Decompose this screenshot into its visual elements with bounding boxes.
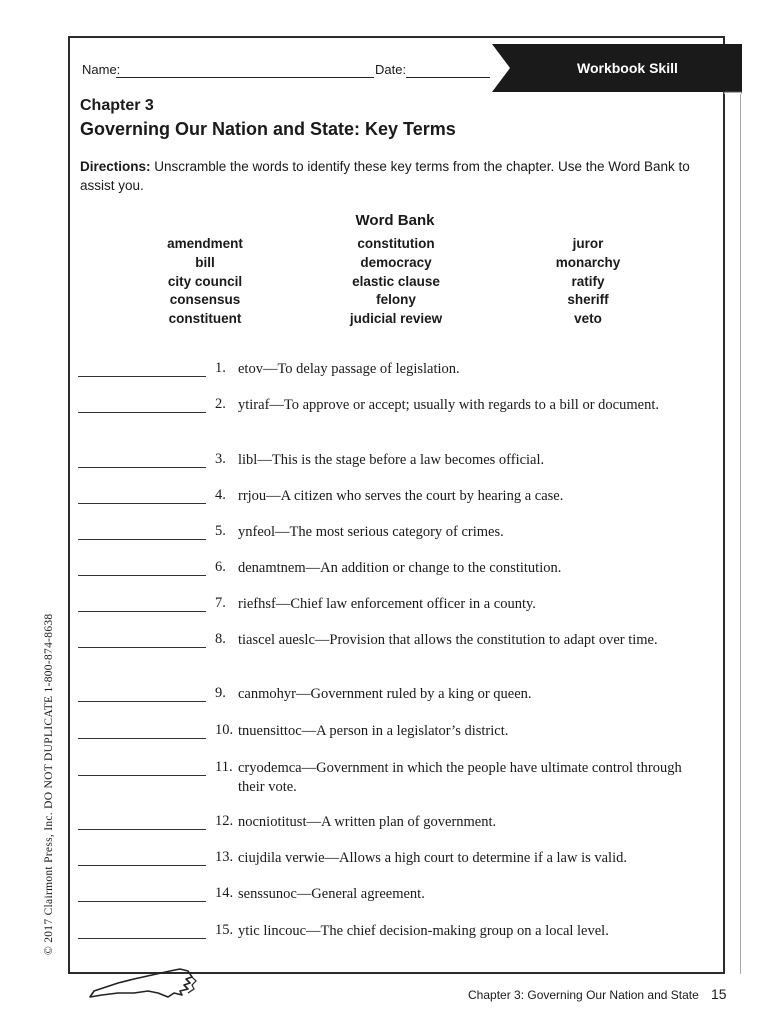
frame-shadow-strip xyxy=(725,44,741,974)
word-bank-term: amendment xyxy=(167,236,243,251)
copyright-notice: © 2017 Clairmont Press, Inc. DO NOT DUPLICATE 1-800-874-8638 xyxy=(43,613,55,955)
question-text: etov—To delay passage of legislation. xyxy=(238,361,460,377)
footer-chapter-text: Chapter 3: Governing Our Nation and State xyxy=(468,988,699,1002)
answer-blank-line xyxy=(78,738,206,739)
answer-blank-line xyxy=(78,575,206,576)
date-label: Date: xyxy=(375,62,407,77)
question-number: 15. xyxy=(215,922,234,938)
question-number: 2. xyxy=(215,396,226,412)
word-bank-term: judicial review xyxy=(349,311,443,327)
page-number: 15 xyxy=(711,986,727,1002)
page-title: Governing Our Nation and State: Key Terms xyxy=(80,119,456,139)
answer-blank-line xyxy=(78,865,206,866)
word-bank-column-1 xyxy=(150,235,260,329)
answer-blank-line xyxy=(78,901,206,902)
question-text: senssunoc—General agreement. xyxy=(238,886,425,902)
word-bank-term: consensus xyxy=(169,292,241,308)
answer-blank-line xyxy=(78,938,206,939)
question-number: 1. xyxy=(215,360,226,376)
word-bank-term: sheriff xyxy=(567,292,609,308)
question-number: 12. xyxy=(215,813,234,829)
word-bank-term: elastic clause xyxy=(352,273,440,289)
question-number: 13. xyxy=(215,849,234,865)
word-bank-column-3 xyxy=(538,235,638,329)
question-text: ytiraf—To approve or accept; usually with regards to a bill or document. xyxy=(238,397,659,413)
question-number: 6. xyxy=(215,559,226,575)
question-number: 11. xyxy=(215,759,233,775)
chapter-label: Chapter 3 xyxy=(80,97,154,114)
question-number: 10. xyxy=(215,722,234,738)
workbook-skill-label: Workbook Skill xyxy=(577,60,678,76)
word-bank-term: monarchy xyxy=(555,254,621,270)
answer-blank-line xyxy=(78,829,206,830)
question-number: 3. xyxy=(215,451,226,467)
directions xyxy=(80,157,690,195)
question-text: nocniotitust—A written plan of government. xyxy=(238,814,497,830)
question-text: ytic lincouc—The chief decision-making group on a local level. xyxy=(238,923,609,939)
question-number: 4. xyxy=(215,487,226,503)
word-bank-term: bill xyxy=(195,254,215,270)
directions-label: Directions: xyxy=(80,159,151,174)
answer-blank-line xyxy=(78,539,206,540)
question-number: 9. xyxy=(215,685,226,701)
word-bank-term: ratify xyxy=(571,273,605,289)
word-bank-term: democracy xyxy=(360,254,432,270)
answer-blank-line xyxy=(78,701,206,702)
question-text: tiascel aueslc—Provision that allows the constitution to adapt over time. xyxy=(238,632,658,648)
question-text: libl—This is the stage before a law becomes official. xyxy=(238,452,545,468)
word-bank-term: juror xyxy=(572,236,604,251)
date-field-line xyxy=(406,77,490,78)
answer-blank-line xyxy=(78,647,206,648)
question-text: ynfeol—The most serious category of crimes. xyxy=(238,524,504,540)
question-text: denamtnem—An addition or change to the constitution. xyxy=(238,560,562,576)
question-number: 5. xyxy=(215,523,226,539)
question-text: rrjou—A citizen who serves the court by hearing a case. xyxy=(238,488,564,504)
word-bank-term: constitution xyxy=(357,236,435,251)
north-carolina-outline-icon xyxy=(88,963,200,1003)
answer-blank-line xyxy=(78,503,206,504)
question-text: tnuensittoc—A person in a legislator’s district. xyxy=(238,723,509,739)
answer-blank-line xyxy=(78,376,206,377)
question-text: canmohyr—Government ruled by a king or queen. xyxy=(238,686,532,702)
word-bank-term: veto xyxy=(574,311,602,327)
word-bank-term: constituent xyxy=(168,311,242,327)
name-field-line xyxy=(116,77,374,78)
answer-blank-line xyxy=(78,611,206,612)
question-text: cryodemca—Government in which the people have ultimate control through their vote. xyxy=(238,760,682,795)
answer-blank-line xyxy=(78,467,206,468)
word-bank-title: Word Bank xyxy=(355,212,435,229)
answer-blank-line xyxy=(78,775,206,776)
word-bank-column-2 xyxy=(326,235,466,329)
word-bank-term: city council xyxy=(167,273,243,289)
question-number: 7. xyxy=(215,595,226,611)
question-number: 14. xyxy=(215,885,234,901)
question-number: 8. xyxy=(215,631,226,647)
question-text: ciujdila verwie—Allows a high court to determine if a law is valid. xyxy=(238,850,627,866)
word-bank-term: felony xyxy=(376,292,416,308)
name-label: Name: xyxy=(82,62,121,77)
directions-text: Unscramble the words to identify these key terms from the chapter. Use the Word Bank to assist you. xyxy=(80,159,690,193)
question-text: riefhsf—Chief law enforcement officer in a county. xyxy=(238,596,536,612)
answer-blank-line xyxy=(78,412,206,413)
